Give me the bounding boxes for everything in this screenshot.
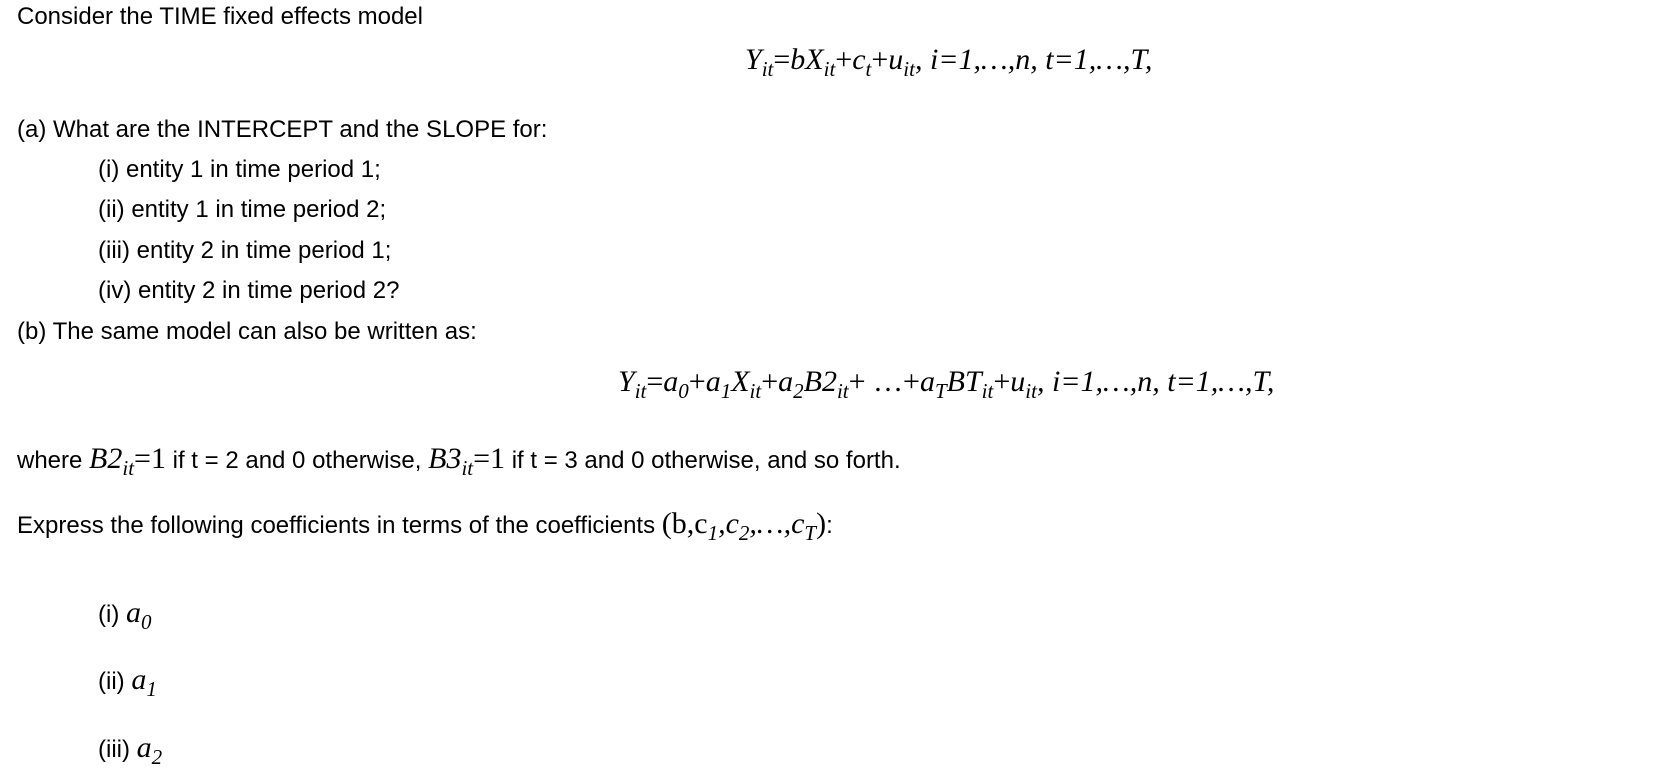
equation-time-fixed-effects: $Y_{it}=bX_{it}+c_t+u_{it}$, i=1,…,n, t=1,…,T, [745,43,1153,82]
intro-text: Consider the TIME fixed effects model [17,3,423,30]
sub-item-label: (i) [98,601,126,628]
equation-dummy-form: $Y_{it}=a_0+a_1X_{it}+a_2B2_{it}+$ $\dots+a_TBT_{it}+u_{it}$, i=1,…,n, t=1,…,T, [618,365,1275,404]
express-colon: : [826,512,833,539]
part-a-item: (ii) entity 1 in time period 2; [98,196,387,223]
express-text: Express the following coefficients in terms of the coefficients [17,512,662,539]
sub-item [98,596,152,635]
where-text-1: if t = 2 and 0 otherwise, [165,447,429,474]
coefficient-a2: $a_2$ [136,731,163,770]
part-a-item: (iii) entity 2 in time period 1; [98,237,392,264]
express-line [17,507,833,546]
where-word: where [17,447,90,474]
sub-item [98,731,163,770]
part-a-item: (i) entity 1 in time period 1; [98,156,381,183]
coefficient-tuple: $(b,c_1,c_2,\dots,c_T)$ [661,507,827,546]
dummy-b3: $B3_{it}=1$ [428,442,506,481]
dummy-b2: $B2_{it}=1$ [89,442,166,481]
part-b-prompt: (b) The same model can also be written as: [17,318,477,345]
sub-item-label: (iii) [98,736,137,763]
part-a-prompt: (a) What are the INTERCEPT and the SLOPE for: [17,116,548,143]
sub-item-label: (ii) [98,668,132,695]
part-a-item: (iv) entity 2 in time period 2? [98,277,400,304]
where-text-2: if t = 3 and 0 otherwise, and so forth. [505,447,901,474]
coefficient-a0: $a_0$ [125,596,152,635]
sub-item [98,663,157,702]
where-line [17,442,901,481]
coefficient-a1: $a_1$ [131,663,157,702]
